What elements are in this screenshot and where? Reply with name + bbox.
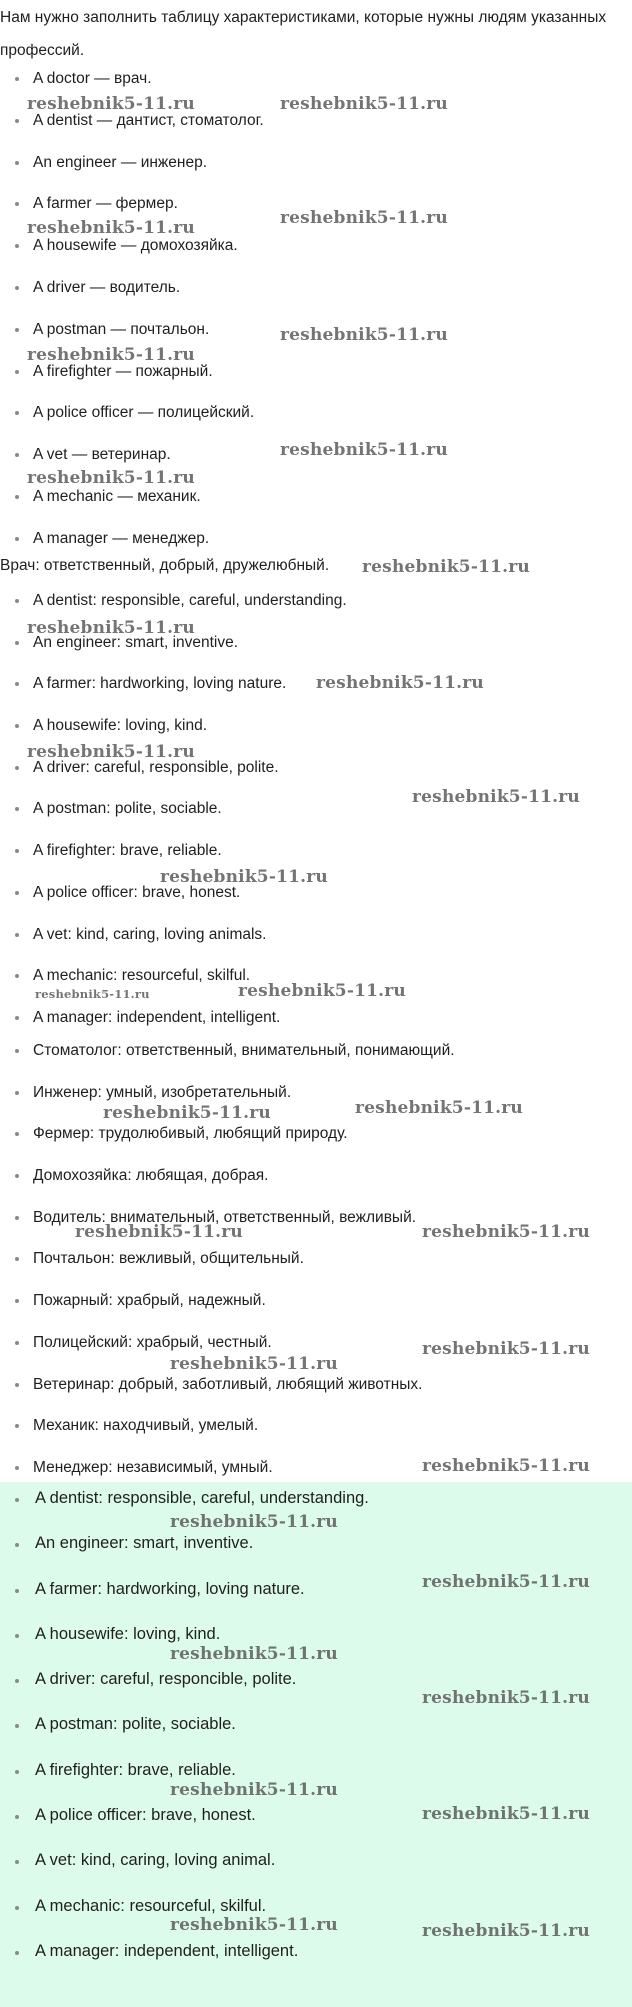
watermark: reshebnik5-11.ru bbox=[316, 673, 484, 693]
list-item: Ветеринар: добрый, заботливый, любящий животных. bbox=[0, 1374, 632, 1416]
watermark: reshebnik5-11.ru bbox=[160, 867, 328, 887]
list-item: An engineer — инженер. bbox=[0, 152, 632, 194]
watermark: reshebnik5-11.ru bbox=[170, 1512, 338, 1532]
list-item: Пожарный: храбрый, надежный. bbox=[0, 1290, 632, 1332]
list-item: A manager: independent, intelligent. bbox=[0, 1941, 632, 1986]
watermark: reshebnik5-11.ru bbox=[27, 218, 195, 238]
list-item: A mechanic: resourceful, skilful. bbox=[0, 1896, 632, 1941]
list-item: A postman — почтальон. bbox=[0, 319, 632, 361]
watermark: reshebnik5-11.ru bbox=[422, 1339, 590, 1359]
list-item: A housewife — домохозяйка. bbox=[0, 235, 632, 277]
list-item: A doctor — врач. bbox=[0, 68, 632, 110]
watermark: reshebnik5-11.ru bbox=[280, 94, 448, 114]
russian-traits-list bbox=[0, 1040, 632, 1499]
watermark: reshebnik5-11.ru bbox=[422, 1456, 590, 1476]
list-item: A firefighter: brave, reliable. bbox=[0, 1760, 632, 1805]
english-traits-list bbox=[0, 590, 632, 1049]
list-item: A mechanic — механик. bbox=[0, 486, 632, 528]
list-item: A dentist: responsible, careful, understanding. bbox=[0, 590, 632, 632]
watermark: reshebnik5-11.ru bbox=[422, 1688, 590, 1708]
watermark: reshebnik5-11.ru bbox=[75, 1222, 243, 1242]
watermark: reshebnik5-11.ru bbox=[412, 787, 580, 807]
watermark: reshebnik5-11.ru bbox=[170, 1780, 338, 1800]
watermark: reshebnik5-11.ru bbox=[27, 742, 195, 762]
list-item: Домохозяйка: любящая, добрая. bbox=[0, 1165, 632, 1207]
doctor-traits-line: Врач: ответственный, добрый, дружелюбный. bbox=[0, 557, 330, 574]
list-item: A postman: polite, sociable. bbox=[0, 1714, 632, 1759]
list-item: A dentist: responsible, careful, understanding. bbox=[0, 1488, 632, 1533]
watermark: reshebnik5-11.ru bbox=[422, 1222, 590, 1242]
list-item: Водитель: внимательный, ответственный, вежливый. bbox=[0, 1207, 632, 1249]
list-item: Почтальон: вежливый, общительный. bbox=[0, 1248, 632, 1290]
list-item: A housewife: loving, kind. bbox=[0, 715, 632, 757]
intro-text: Нам нужно заполнить таблицу характеристиками, которые нужны людям указанных профессий. bbox=[0, 9, 607, 59]
watermark: reshebnik5-11.ru bbox=[238, 981, 406, 1001]
watermark: reshebnik5-11.ru bbox=[422, 1921, 590, 1941]
list-item: A manager: independent, intelligent. bbox=[0, 1007, 632, 1049]
watermark: reshebnik5-11.ru bbox=[422, 1572, 590, 1592]
list-item: A postman: polite, sociable. bbox=[0, 798, 632, 840]
watermark: reshebnik5-11.ru bbox=[170, 1644, 338, 1664]
watermark: reshebnik5-11.ru bbox=[27, 468, 195, 488]
list-item: A farmer — фермер. bbox=[0, 193, 632, 235]
list-item: A driver — водитель. bbox=[0, 277, 632, 319]
list-item: Полицейский: храбрый, честный. bbox=[0, 1332, 632, 1374]
list-item: A manager — менеджер. bbox=[0, 528, 632, 570]
list-item: A police officer: brave, honest. bbox=[0, 882, 632, 924]
list-item: A farmer: hardworking, loving nature. bbox=[0, 1579, 632, 1624]
list-item: An engineer: smart, inventive. bbox=[0, 632, 632, 674]
list-item: A police officer: brave, honest. bbox=[0, 1805, 632, 1850]
watermark: reshebnik5-11.ru bbox=[355, 1098, 523, 1118]
watermark: reshebnik5-11.ru bbox=[422, 1804, 590, 1824]
list-item: A firefighter — пожарный. bbox=[0, 361, 632, 403]
list-item: Стоматолог: ответственный, внимательный, понимающий. bbox=[0, 1040, 632, 1082]
watermark: reshebnik5-11.ru bbox=[27, 618, 195, 638]
watermark: reshebnik5-11.ru bbox=[35, 987, 150, 1001]
watermark: reshebnik5-11.ru bbox=[103, 1103, 271, 1123]
professions-list bbox=[0, 68, 632, 570]
list-item: A farmer: hardworking, loving nature. bbox=[0, 673, 632, 715]
list-item: An engineer: smart, inventive. bbox=[0, 1533, 632, 1578]
watermark: reshebnik5-11.ru bbox=[280, 325, 448, 345]
list-item: A mechanic: resourceful, skilful. bbox=[0, 965, 632, 1007]
answer-list bbox=[0, 1488, 632, 1986]
list-item: A driver: careful, responsible, polite. bbox=[0, 757, 632, 799]
watermark: reshebnik5-11.ru bbox=[27, 94, 195, 114]
watermark: reshebnik5-11.ru bbox=[280, 440, 448, 460]
list-item: A housewife: loving, kind. bbox=[0, 1624, 632, 1669]
list-item: A firefighter: brave, reliable. bbox=[0, 840, 632, 882]
list-item: Инженер: умный, изобретательный. bbox=[0, 1082, 632, 1124]
watermark: reshebnik5-11.ru bbox=[280, 208, 448, 228]
watermark: reshebnik5-11.ru bbox=[27, 345, 195, 365]
list-item: Механик: находчивый, умелый. bbox=[0, 1415, 632, 1457]
list-item: A vet: kind, caring, loving animal. bbox=[0, 1850, 632, 1895]
list-item: Менеджер: независимый, умный. bbox=[0, 1457, 632, 1499]
list-item: A vet: kind, caring, loving animals. bbox=[0, 924, 632, 966]
list-item: A vet — ветеринар. bbox=[0, 444, 632, 486]
list-item: Фермер: трудолюбивый, любящий природу. bbox=[0, 1123, 632, 1165]
list-item: A dentist — дантист, стоматолог. bbox=[0, 110, 632, 152]
list-item: A driver: careful, responcible, polite. bbox=[0, 1669, 632, 1714]
watermark: reshebnik5-11.ru bbox=[170, 1915, 338, 1935]
watermark: reshebnik5-11.ru bbox=[170, 1354, 338, 1374]
list-item: A police officer — полицейский. bbox=[0, 402, 632, 444]
watermark: reshebnik5-11.ru bbox=[362, 557, 530, 577]
